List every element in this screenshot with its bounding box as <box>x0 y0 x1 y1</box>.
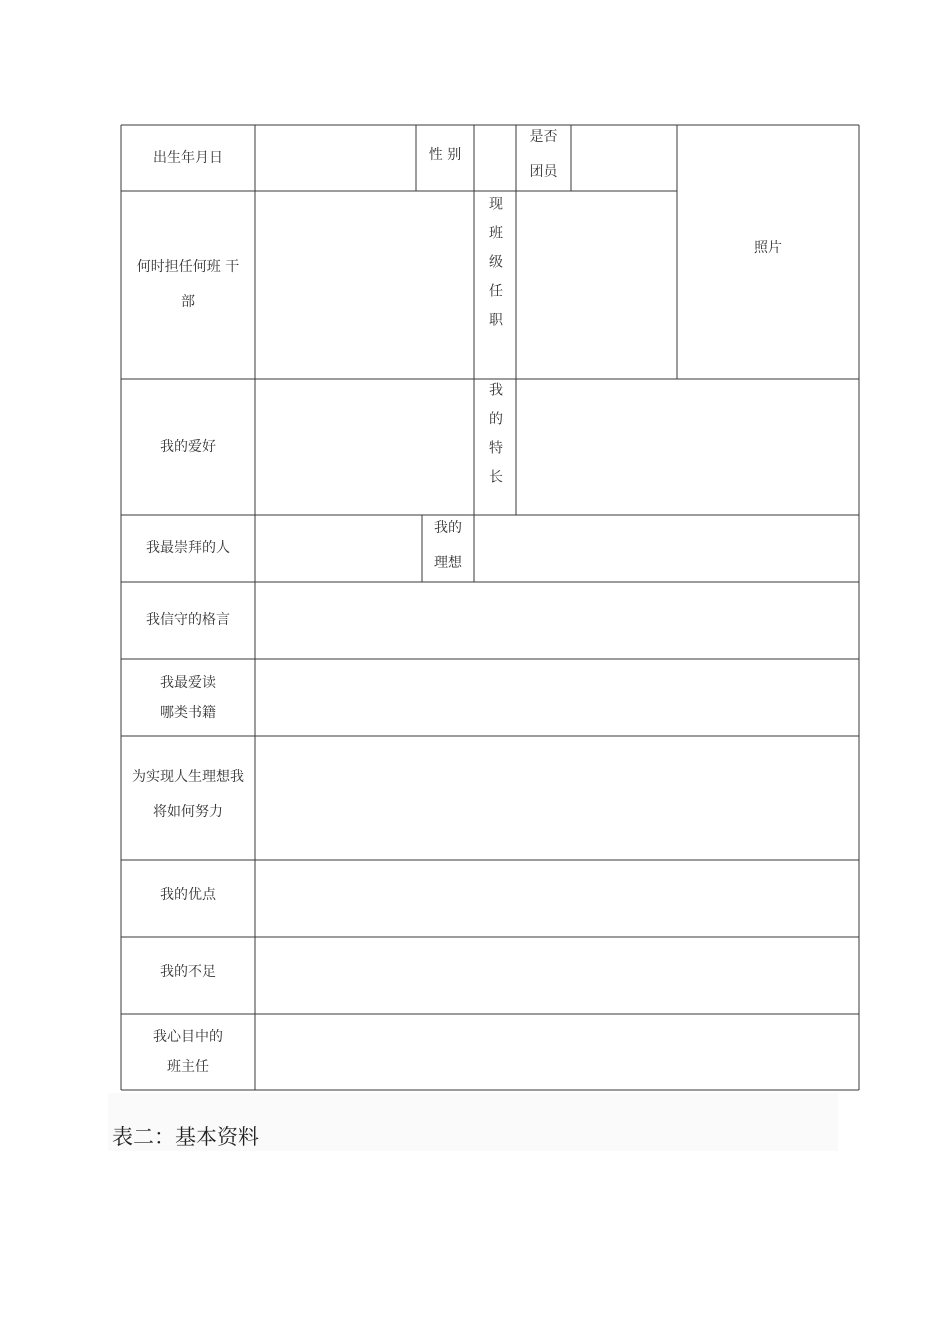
favorite-books-label <box>121 659 255 736</box>
favorite-books-label-line2: 哪类书籍 <box>160 704 216 721</box>
idol-label <box>121 515 255 582</box>
section-heading: 表二：基本资料 <box>112 1125 259 1149</box>
current-post-label <box>474 196 516 376</box>
idol-label-text: 我最崇拜的人 <box>146 540 230 556</box>
weaknesses-field[interactable] <box>256 938 858 1013</box>
league-member-field[interactable] <box>572 126 676 190</box>
gender-label <box>416 125 474 185</box>
birth-date-label <box>121 125 255 191</box>
favorite-books-field[interactable] <box>256 660 858 735</box>
motto-label <box>121 582 255 659</box>
strengths-field[interactable] <box>256 861 858 936</box>
league-member-label-line2: 团员 <box>529 164 558 180</box>
league-member-label-line1: 是否 <box>529 129 558 145</box>
cadre-history-field[interactable] <box>256 192 473 378</box>
strengths-label-text: 我的优点 <box>160 886 216 903</box>
cadre-history-label-line1: 何时担任何班 干 <box>136 259 240 275</box>
gender-label-text: 性 别 <box>428 146 462 163</box>
hobby-label <box>121 379 255 515</box>
photo-box[interactable] <box>677 125 859 371</box>
ideal-label-line2: 理想 <box>434 555 462 571</box>
current-post-label-text: 现班级任职 <box>487 196 503 341</box>
ideal-label-line1: 我的 <box>434 520 462 536</box>
motto-label-text: 我信守的格言 <box>146 612 230 628</box>
specialty-field[interactable] <box>517 380 858 514</box>
specialty-label-text: 我的特长 <box>487 382 503 498</box>
ideal-teacher-label <box>121 1014 255 1090</box>
cadre-history-label-line2: 部 <box>181 294 195 310</box>
photo-label: 照片 <box>754 239 782 256</box>
motto-field[interactable] <box>256 583 858 658</box>
ideal-teacher-field[interactable] <box>256 1015 858 1089</box>
idol-field[interactable] <box>256 516 421 581</box>
ideal-field[interactable] <box>475 516 858 581</box>
life-goal-effort-label-line1: 为实现人生理想我 <box>132 769 244 785</box>
ideal-teacher-label-line2: 班主任 <box>167 1059 209 1075</box>
hobby-field[interactable] <box>256 380 473 514</box>
specialty-label <box>474 382 516 514</box>
hobby-label-text: 我的爱好 <box>160 438 216 455</box>
current-post-field[interactable] <box>517 192 676 378</box>
ideal-label <box>422 511 474 581</box>
gender-field[interactable] <box>475 126 515 190</box>
favorite-books-label-line1: 我最爱读 <box>160 674 216 691</box>
ideal-teacher-label-line1: 我心目中的 <box>153 1029 223 1045</box>
weaknesses-label <box>121 937 255 1007</box>
birth-date-field[interactable] <box>256 126 415 190</box>
league-member-label <box>516 120 571 190</box>
life-goal-effort-label-line2: 将如何努力 <box>153 804 223 820</box>
weaknesses-label-text: 我的不足 <box>160 963 216 980</box>
life-goal-effort-field[interactable] <box>256 737 858 859</box>
birth-date-label-text: 出生年月日 <box>153 149 223 166</box>
strengths-label <box>121 860 255 930</box>
cadre-history-label <box>121 191 255 379</box>
